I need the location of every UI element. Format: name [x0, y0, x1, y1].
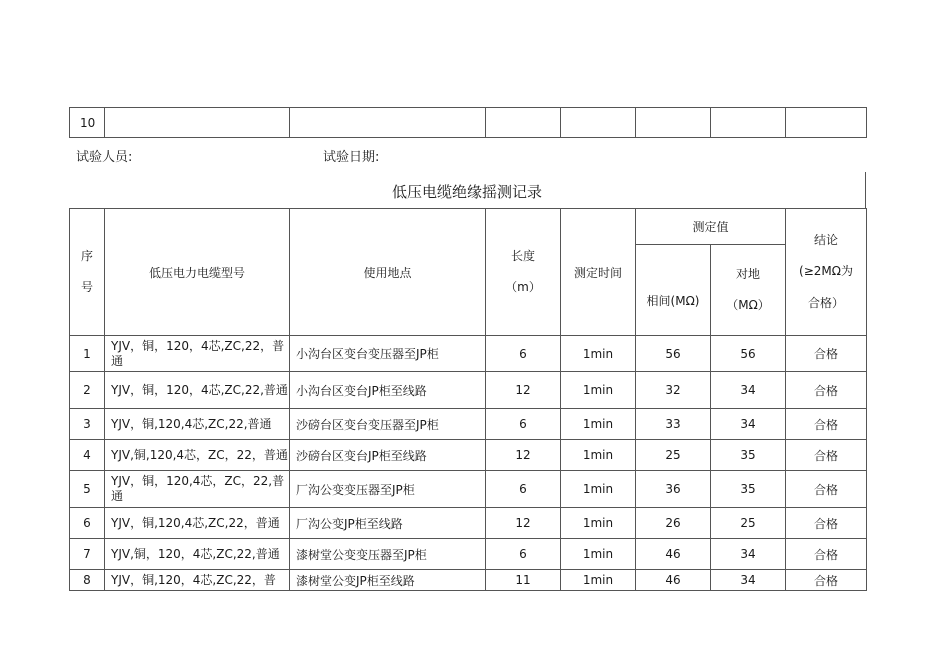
cell-result: 合格: [786, 409, 867, 440]
cell-type: [105, 108, 290, 138]
cell-length: 6: [486, 539, 561, 570]
cell-location: 小沟台区变台变压器至JP柜: [290, 336, 486, 372]
cell-phase: 32: [636, 372, 711, 409]
cell-location: 沙磅台区变台变压器至JP柜: [290, 409, 486, 440]
header-row-1: [70, 209, 867, 245]
cell-type: YJV，铜,120,4芯,ZC,22,普通: [105, 409, 290, 440]
cell-time: 1min: [561, 440, 636, 471]
header-ground: [711, 245, 786, 336]
header-location: 使用地点: [290, 209, 486, 336]
cell-type: YJV，铜，120,4芯，ZC，22,普通: [105, 471, 290, 508]
cell-type: YJV,铜，120，4芯,ZC,22,普通: [105, 539, 290, 570]
cell-phase: 46: [636, 570, 711, 591]
cell-location: 漆树堂公变JP柜至线路: [290, 570, 486, 591]
cell-time: 1min: [561, 471, 636, 508]
cell-ground: 56: [711, 336, 786, 372]
table-row: [70, 372, 867, 409]
header-conclusion: [786, 209, 867, 336]
tester-label: 试验人员:: [76, 150, 133, 165]
insulation-test-table: [69, 208, 867, 591]
title-box: [69, 172, 866, 208]
cell-result: 合格: [786, 440, 867, 471]
header-length: [486, 209, 561, 336]
cell-location: 厂沟公变变压器至JP柜: [290, 471, 486, 508]
cell-location: 沙磅台区变台JP柜至线路: [290, 440, 486, 471]
cell-phase: 36: [636, 471, 711, 508]
page-title: 低压电缆绝缘摇测记录: [391, 183, 542, 201]
cell-no: 2: [70, 372, 105, 409]
cell-phase: 46: [636, 539, 711, 570]
cell-phase: 56: [636, 336, 711, 372]
cell-ground: 35: [711, 471, 786, 508]
header-seq-line2: 号: [80, 280, 93, 294]
cell-ground: 34: [711, 539, 786, 570]
previous-table: [69, 107, 867, 138]
header-time: 测定时间: [561, 209, 636, 336]
cell-no: 3: [70, 409, 105, 440]
header-ground-line1: 对地: [735, 266, 760, 281]
cell-length: 12: [486, 508, 561, 539]
cell-type: YJV，铜,120，4芯,ZC,22，普: [105, 570, 290, 591]
cell-no: 7: [70, 539, 105, 570]
header-phase: 相间(MΩ): [636, 245, 711, 336]
cell-no: 10: [70, 108, 105, 138]
cell-type: YJV,铜,120,4芯，ZC，22，普通: [105, 440, 290, 471]
cell-length: 6: [486, 409, 561, 440]
cell-time: 1min: [561, 508, 636, 539]
header-type: 低压电力电缆型号: [105, 209, 290, 336]
cell-no: 1: [70, 336, 105, 372]
cell-length: 12: [486, 440, 561, 471]
cell-time: 1min: [561, 336, 636, 372]
cell-ground: 35: [711, 440, 786, 471]
cell-location: 厂沟公变JP柜至线路: [290, 508, 486, 539]
table-row: [70, 336, 867, 372]
header-seq-line1: 序: [80, 248, 93, 263]
cell-result: 合格: [786, 539, 867, 570]
cell-no: 6: [70, 508, 105, 539]
cell-time: 1min: [561, 372, 636, 409]
cell-location: [290, 108, 486, 138]
table-row: [70, 539, 867, 570]
date-label: 试验日期:: [323, 150, 380, 165]
cell-length: 11: [486, 570, 561, 591]
table-row: [70, 508, 867, 539]
table-row: [70, 471, 867, 508]
header-length-line2: （m）: [505, 280, 541, 294]
cell-ground: 34: [711, 409, 786, 440]
cell-length: [486, 108, 561, 138]
header-ground-line2: （MΩ）: [726, 298, 770, 312]
cell-time: 1min: [561, 539, 636, 570]
cell-no: 5: [70, 471, 105, 508]
cell-ground: 34: [711, 372, 786, 409]
header-conclusion-line1: 结论: [813, 233, 838, 248]
header-measured: 测定值: [636, 209, 786, 245]
cell-result: 合格: [786, 336, 867, 372]
cell-ground: 25: [711, 508, 786, 539]
header-length-line1: 长度: [510, 248, 535, 263]
cell-result: 合格: [786, 508, 867, 539]
table-body: [70, 336, 867, 591]
cell-no: 4: [70, 440, 105, 471]
cell-type: YJV，铜，120，4芯,ZC,22，普通: [105, 336, 290, 372]
cell-time: 1min: [561, 570, 636, 591]
header-seq: [70, 209, 105, 336]
cell-length: 6: [486, 336, 561, 372]
cell-phase: 33: [636, 409, 711, 440]
cell-phase: [636, 108, 711, 138]
cell-time: [561, 108, 636, 138]
cell-ground: [711, 108, 786, 138]
cell-result: 合格: [786, 372, 867, 409]
cell-type: YJV，铜，120，4芯,ZC,22,普通: [105, 372, 290, 409]
cell-no: 8: [70, 570, 105, 591]
cell-location: 小沟台区变台JP柜至线路: [290, 372, 486, 409]
cell-result: 合格: [786, 471, 867, 508]
cell-ground: 34: [711, 570, 786, 591]
cell-location: 漆树堂公变变压器至JP柜: [290, 539, 486, 570]
cell-length: 12: [486, 372, 561, 409]
cell-phase: 26: [636, 508, 711, 539]
table-row: [70, 440, 867, 471]
cell-time: 1min: [561, 409, 636, 440]
header-conclusion-line2: (≥2MΩ为: [799, 264, 853, 279]
cell-length: 6: [486, 471, 561, 508]
table-row: [70, 108, 867, 138]
cell-type: YJV，铜,120,4芯,ZC,22，普通: [105, 508, 290, 539]
cell-result: [786, 108, 867, 138]
table-row: [70, 570, 867, 591]
table-row: [70, 409, 867, 440]
cell-result: 合格: [786, 570, 867, 591]
header-conclusion-line3: 合格）: [807, 295, 844, 310]
cell-phase: 25: [636, 440, 711, 471]
